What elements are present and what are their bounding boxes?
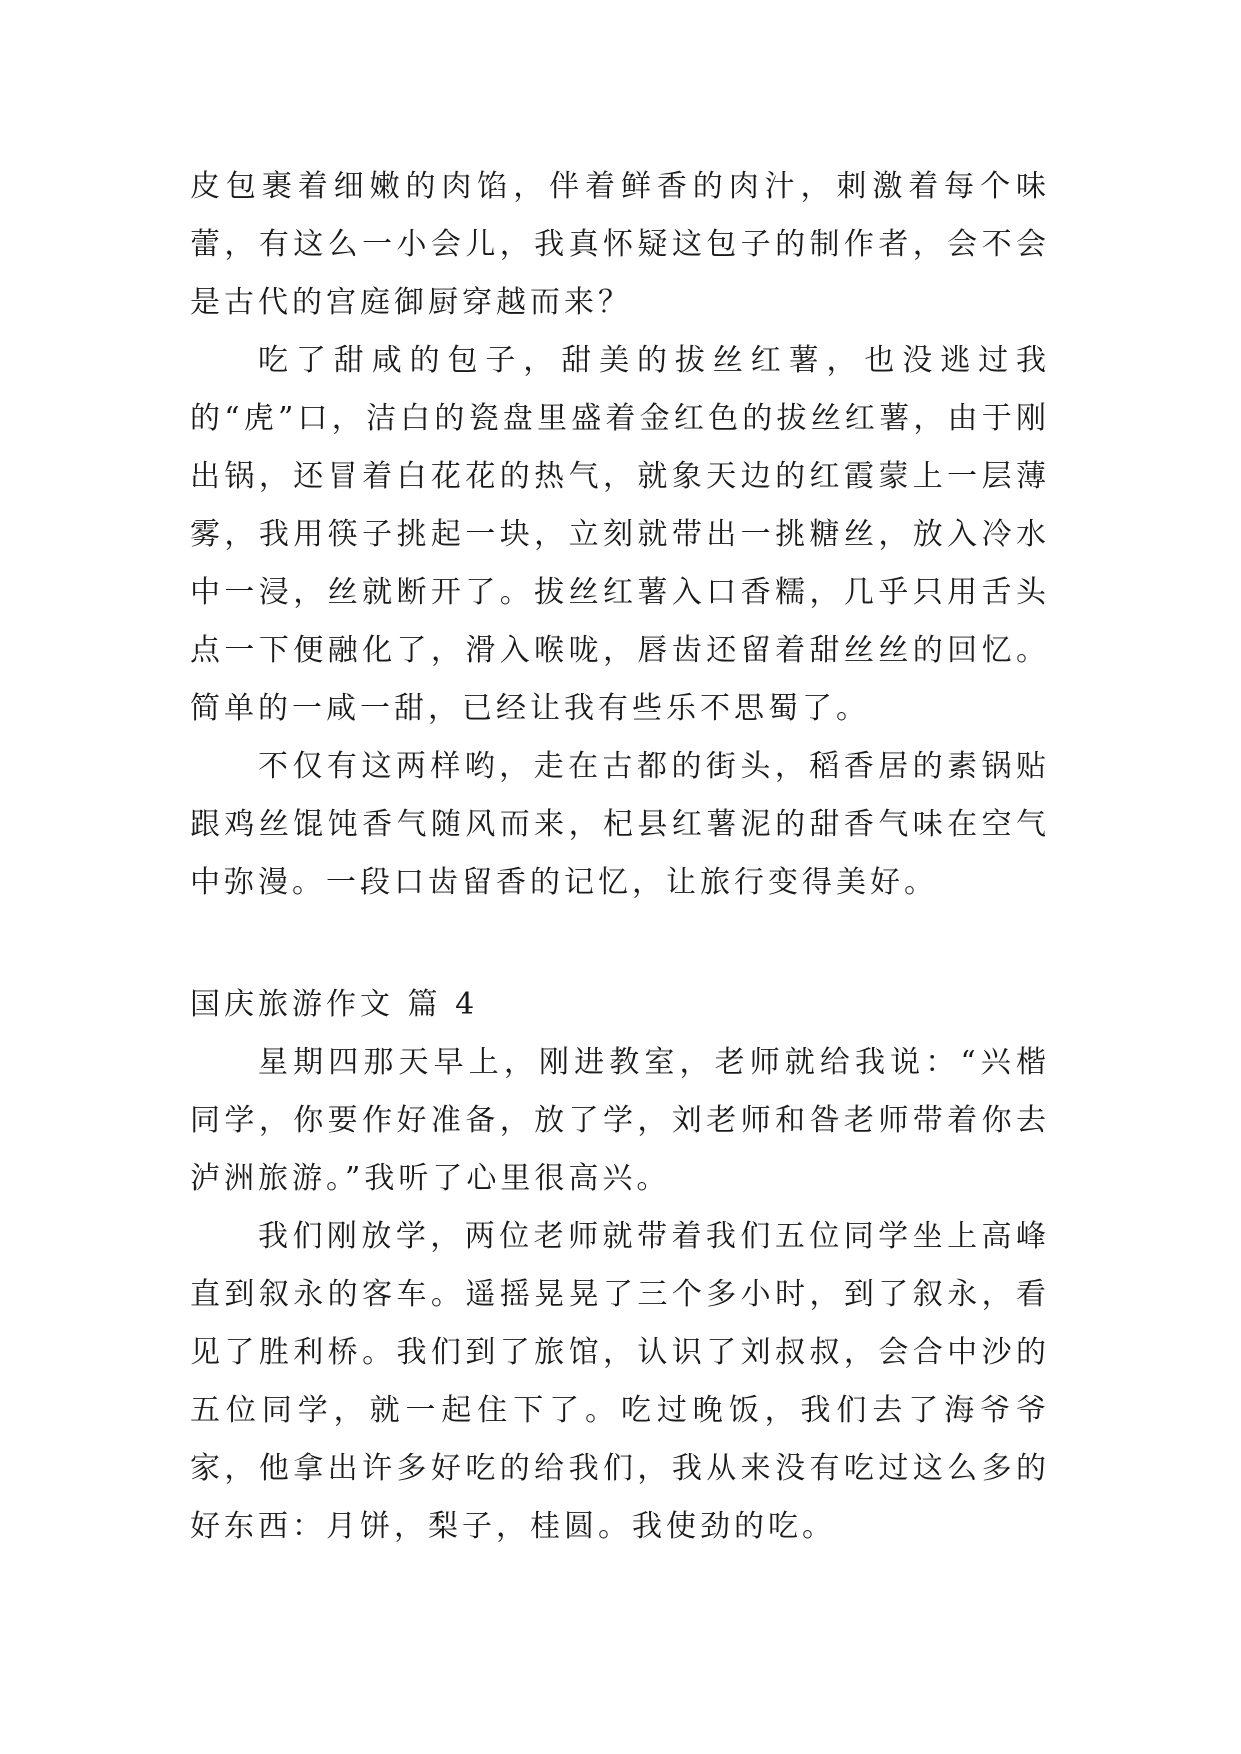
paragraph-street-food: 不仅有这两样哟，走在古都的街头，稻香居的素锅贴跟鸡丝馄饨香气随风而来，杞县红薯泥的甜香气味在空气中弥漫。一段口齿留香的记忆，让旅行变得美好。: [190, 749, 1050, 900]
paragraph-trip-to-xuyong: 我们刚放学，两位老师就带着我们五位同学坐上高峰直到叙永的客车。遥摇晃晃了三个多小时，到了叙永，看见了胜利桥。我们到了旅馆，认识了刘叔叔，会合中沙的五位同学，就一起住下了。吃过晚饭，我们去了海爷爷家，他拿出许多好吃的给我们，我从来没有吃过这么多的好东西：月饼，梨子，桂圆。我使劲的吃。: [190, 1219, 1050, 1544]
section-heading: 国庆旅游作文 篇 4: [190, 987, 479, 1022]
paragraph-sweet-potato: 吃了甜咸的包子，甜美的拔丝红薯，也没逃过我的“虎”口，洁白的瓷盘里盛着金红色的拔丝红薯，由于刚出锅，还冒着白花花的热气，就象天边的红霞蒙上一层薄雾，我用筷子挑起一块，立刻就带出一挑糖丝，放入冷水中一浸，丝就断开了。拔丝红薯入口香糯，几乎只用舌头点一下便融化了，滑入喉咙，唇齿还留着甜丝丝的回忆。简单的一咸一甜，已经让我有些乐不思蜀了。: [190, 343, 1050, 726]
paragraph-thursday-morning: 星期四那天早上，刚进教室，老师就给我说：“兴楷同学，你要作好准备，放了学，刘老师和昝老师带着你去泸洲旅游。”我听了心里很高兴。: [190, 1045, 1050, 1196]
section-spacer: [190, 912, 1050, 976]
paragraph-continuation: 皮包裹着细嫩的肉馅，伴着鲜香的肉汁，刺激着每个味蕾，有这么一小会儿，我真怀疑这包子的制作者，会不会是古代的宫庭御厨穿越而来？: [190, 169, 1050, 320]
document-body: [190, 158, 1050, 1556]
